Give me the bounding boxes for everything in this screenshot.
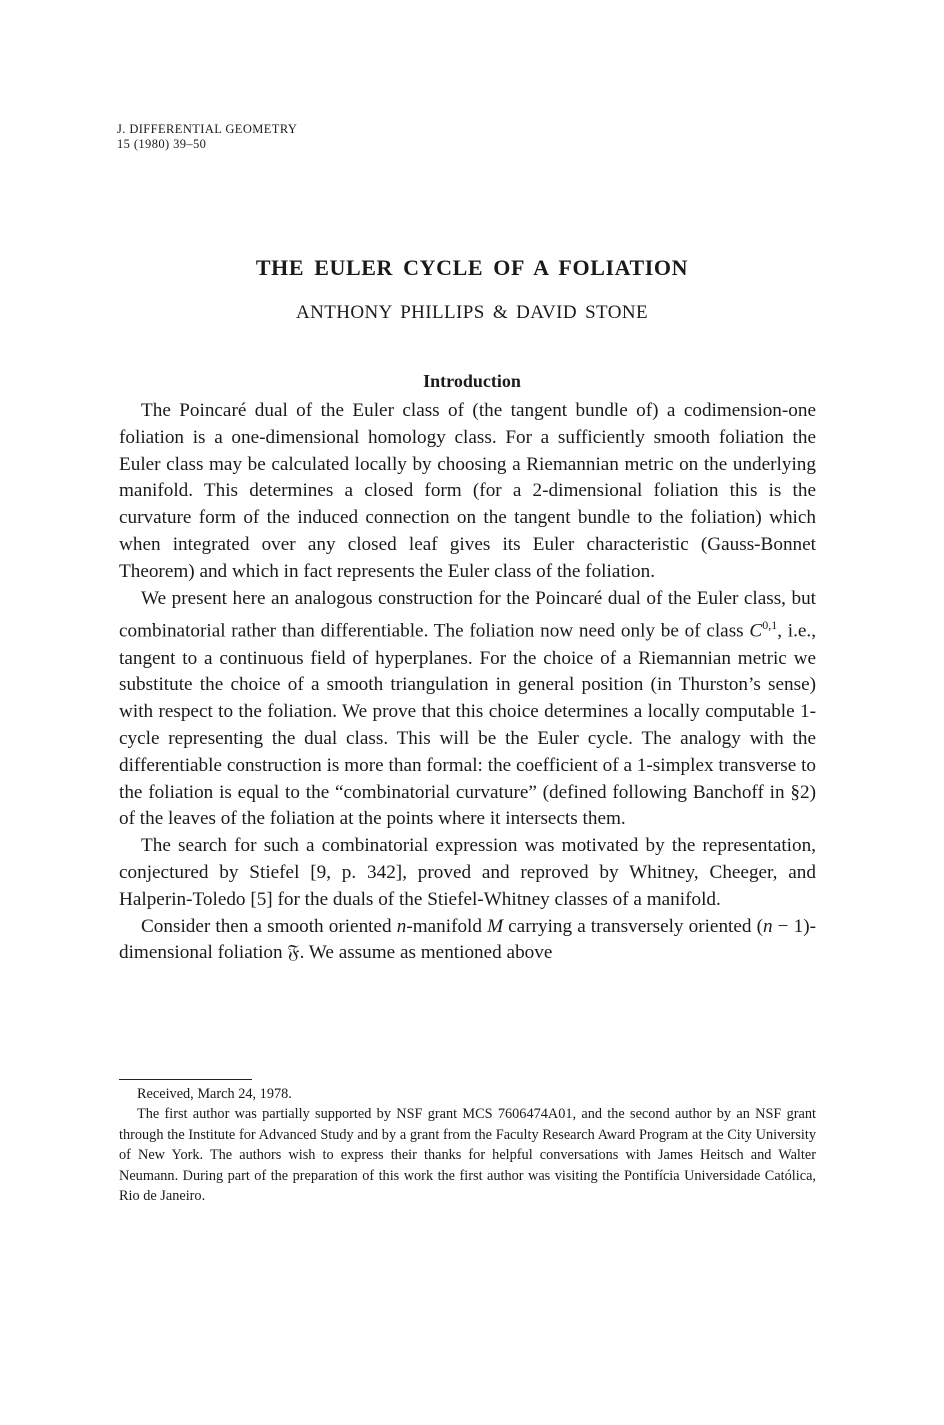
paragraph: Consider then a smooth oriented n-manifold M carrying a transversely oriented (n − 1)-dimensional foliation 𝔉. We assume as mentioned above — [119, 915, 816, 964]
footnote-divider — [119, 1079, 252, 1080]
section-heading: Introduction — [423, 371, 521, 391]
paragraph: The Poincaré dual of the Euler class of (the tangent bundle of) a codimension-one foliation is a one-dimensional homology class. For a sufficiently smooth foliation the Euler class may be calculated locally by choosing a Riemannian metric on the underlying manifold. This determines a closed form (for a 2-dimensional foliation this is the curvature form of the induced connection on the tangent bundle to the foliation) which when integrated over any closed leaf gives its Euler characteristic (Gauss-Bonnet Theorem) and which in fact represents the Euler class of the foliation. — [119, 400, 816, 582]
math-symbol: n — [396, 915, 407, 937]
math-superscript: 0,1 — [762, 618, 778, 633]
journal-volume: 15 (1980) 39–50 — [117, 137, 207, 151]
body-text — [119, 398, 816, 967]
paragraph: The search for such a combinatorial expression was motivated by the representation, conjectured by Stiefel [9, p. 342], proved and reproved by Whitney, Cheeger, and Halperin-Toledo [5] for the duals of the Stiefel-Whitney classes of a manifold. — [119, 835, 816, 910]
math-symbol: 𝔉 — [287, 942, 300, 964]
article-title: THE EULER CYCLE OF A FOLIATION — [255, 255, 689, 280]
paragraph: We present here an analogous construction for the Poincaré dual of the Euler class, but combinatorial rather than differentiable. The foliation now need only be of class C$^{0,1}$, i.e., tangent to a continuous field of hyperplanes. For the choice of a Riemannian metric we substitute the choice of a smooth triangulation in general position (in Thurston’s sense) with respect to the foliation. We prove that this choice determines a locally computable 1-cycle representing the dual class. This will be the Euler cycle. The analogy with the differentiable construction is more than formal: the coefficient of a 1-simplex transverse to the foliation is equal to the “combinatorial curvature” (defined following Banchoff in §2) of the leaves of the foliation at the points where it intersects them. — [119, 587, 816, 830]
journal-name: J. DIFFERENTIAL GEOMETRY — [117, 122, 298, 136]
math-symbol: M — [487, 915, 504, 937]
journal-header — [117, 122, 297, 152]
article-authors: ANTHONY PHILLIPS & DAVID STONE — [296, 302, 648, 323]
footnotes — [119, 1084, 816, 1206]
footnote-received: Received, March 24, 1978. — [137, 1086, 292, 1102]
math-symbol: n — [762, 915, 773, 937]
footnote-support: The first author was partially supported by NSF grant MCS 7606474A01, and the second author by an NSF grant through the Institute for Advanced Study and by a grant from the Faculty Research Award Program at the City University of New York. The authors wish to express their thanks for helpful conversations with James Heitsch and Walter Neumann. During part of the preparation of this work the first author was visiting the Pontifícia Universidade Católica, Rio de Janeiro. — [119, 1106, 816, 1205]
math-symbol: C — [749, 620, 763, 642]
